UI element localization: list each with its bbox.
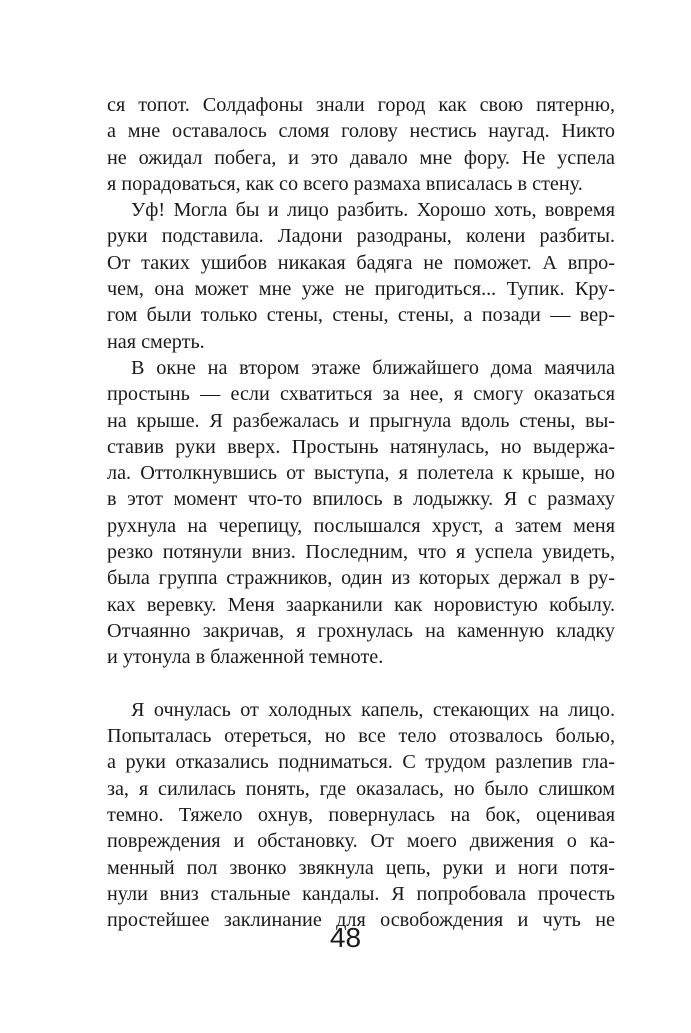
text-line: От таких ушибов никакая бадяга не поможет. А впро-: [107, 251, 615, 274]
text-line: простейшее заклинание для освобождения и чуть не: [107, 909, 615, 932]
text-line: ставив руки вверх. Простынь натянулась, но выдержа-: [107, 435, 615, 458]
paragraph-4: [107, 697, 615, 934]
text-line: темно. Тяжело охнув, повернулась на бок, оценивая: [107, 804, 615, 827]
text-line: простынь — если схватиться за нее, я смогу оказаться: [107, 383, 615, 406]
text-line: чем, она может мне уже не пригодиться... Тупик. Кру-: [107, 278, 615, 301]
text-line: гом были только стены, стены, стены, а позади — вер-: [107, 304, 615, 327]
text-line: ках веревку. Меня заарканили как норовистую кобылу.: [107, 593, 615, 616]
paragraph-3: [107, 355, 615, 671]
text-line: В окне на втором этаже ближайшего дома маячила: [131, 356, 615, 379]
body-text: [107, 92, 615, 934]
text-line: рухнула на черепицу, послышался хруст, а затем меня: [107, 514, 615, 537]
text-line: в этот момент что-то впилось в лодыжку. Я с размаху: [107, 488, 615, 511]
text-line: я порадоваться, как со всего размаха вписалась в стену.: [107, 172, 583, 195]
text-line: а мне оставалось сломя голову нестись наугад. Никто: [107, 120, 615, 143]
text-line: Отчаянно закричав, я грохнулась на каменную кладку: [107, 619, 615, 642]
text-line: ная смерть.: [107, 330, 205, 353]
text-line: резко потянули вниз. Последним, что я успела увидеть,: [107, 541, 615, 564]
text-line: на крыше. Я разбежалась и прыгнула вдоль стены, вы-: [107, 409, 615, 432]
text-line: нули вниз стальные кандалы. Я попробовала прочесть: [107, 882, 615, 905]
text-line: менный пол звонко звякнула цепь, руки и ноги потя-: [107, 856, 615, 879]
section-break: [107, 671, 615, 697]
text-line: руки подставила. Ладони разодраны, колени разбиты.: [107, 225, 615, 248]
paragraph-1: [107, 92, 615, 197]
text-line: Попыталась отереться, но все тело отозвалось болью,: [107, 725, 615, 748]
text-line: ла. Оттолкнувшись от выступа, я полетела к крыше, но: [107, 462, 615, 485]
text-line: а руки отказались подниматься. С трудом разлепив гла-: [107, 751, 615, 774]
page-number: 48: [329, 922, 362, 953]
text-line: за, я силилась понять, где оказалась, но было слишком: [107, 777, 615, 800]
text-line: не ожидал побега, и это давало мне фору. Не успела: [107, 146, 615, 169]
text-line: Я очнулась от холодных капель, стекающих на лицо.: [131, 698, 615, 721]
text-line: Уф! Могла бы и лицо разбить. Хорошо хоть, вовремя: [131, 199, 615, 222]
text-line: и утонула в блаженной темноте.: [107, 646, 384, 669]
text-line: была группа стражников, один из которых держал в ру-: [107, 567, 615, 590]
text-line: ся топот. Солдафоны знали город как свою пятерню,: [107, 94, 615, 116]
text-line: повреждения и обстановку. От моего движения о ка-: [107, 830, 615, 853]
paragraph-2: [107, 197, 615, 355]
